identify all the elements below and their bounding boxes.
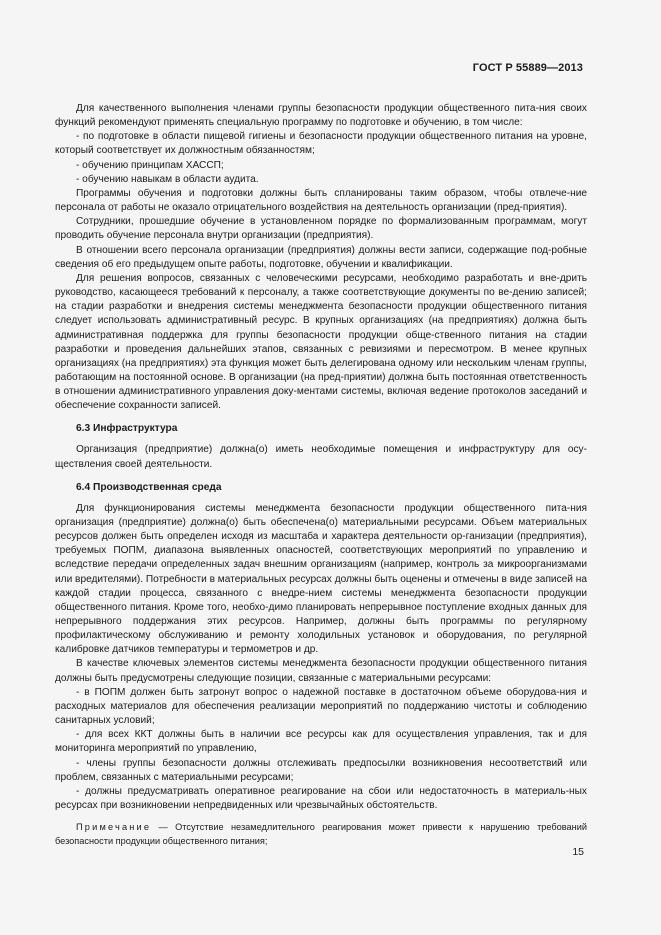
list-item: - по подготовке в области пищевой гигиены и безопасности продукции общественного питания на уровне, который соответствует их должностным обязанностям; bbox=[55, 131, 587, 157]
paragraph: В качестве ключевых элементов системы менеджмента безопасности продукции общественного питания должны быть предусмотрены следующие позиции, связанные с материальными ресурсами: bbox=[55, 658, 587, 684]
list-item: - должны предусматривать оперативное реагирование на сбои или недостаточность в материаль-ных ресурсах при возникновении непредвиденных или чрезвычайных обстоятельств. bbox=[55, 785, 587, 812]
standard-code: ГОСТ Р 55889—2013 bbox=[472, 62, 583, 74]
list-item: - обучению принципам ХАССП; bbox=[76, 159, 224, 171]
paragraph: Сотрудники, прошедшие обучение в установленном порядке по формализованным программам, могут проводить обучение персонала внутри организации (предприятия). bbox=[55, 216, 587, 242]
document-body bbox=[55, 102, 587, 848]
list-item: - в ПОПМ должен быть затронут вопрос о надежной поставке в достаточном объеме оборудова-ния и расходных материалов для обеспечения реализации мероприятий по поддержанию чистоты и соблюдению санитарных условий; bbox=[55, 686, 587, 727]
paragraph: Для функционирования системы менеджмента безопасности продукции общественного пита-ния организация (предприятие) должна(о) быть обеспечена(о) материальными ресурсами. Объем материальных ресурсов должен быть определен исходя из масштаба и характера деятельности ор-ганизации (предприятия), требуемых ПОПМ, диапазона выявленных опасностей, соответствующих мероприятий по управлению и вследствие передачи определенных задач внешним организациям (например, контроль за микроорганизмами или вредителями). Потребности в материальных ресурсах должны быть оценены и отмечены в виде записей на каждой стадии процесса, связанного с внедре-нием системы менеджмента безопасности продукции общественного питания. Кроме того, необхо-димо планировать непрерывное поступление входных данных для непрерывного поддержания этих ресурсов. Например, должны быть программы по регулярному профилактическому обслуживанию и ремонту холодильных установок и оборудования, по регулярной калибровке датчиков температуры и термометров и др. bbox=[55, 502, 587, 656]
list-item: - члены группы безопасности должны отслеживать предпосылки возникновения несоответствий или проблем, связанных с материальными ресурсами; bbox=[55, 757, 587, 783]
paragraph: Программы обучения и подготовки должны быть спланированы таким образом, чтобы отвлече-ние персонала от работы не оказало отрицательного воздействия на деятельность организации (пред-приятия). bbox=[55, 187, 587, 214]
paragraph: Для решения вопросов, связанных с человеческими ресурсами, необходимо разработать и вне-дрить руководство, касающееся требований к персоналу, а также соответствующие документы по ве-дению записей; на стадии разработки и внедрения системы менеджмента безопасности продукции общественного питания следует использовать административный ресурс. В крупных организациях (на предприятиях) должна быть административная поддержка для группы безопасности продукции обще-ственного питания на стадии разработки и проведения дальнейших этапов, связанных с ревизиями и пересмотром. В менее крупных организациях (на предприятиях) эта функция может быть делегирована одному или нескольким членам группы, работающим на постоянной основе. В организации (на пред-приятии) должна быть постоянная ответственность в отношении административного управления доку-ментами системы, включая ведение протоколов заседаний и обеспечение сохранности записей. bbox=[55, 272, 587, 412]
note bbox=[55, 821, 587, 848]
page-number: 15 bbox=[572, 846, 584, 858]
list-item: - обучению навыкам в области аудита. bbox=[76, 173, 259, 185]
section-heading-infrastructure: 6.3 Инфраструктура bbox=[76, 423, 178, 435]
list-item: - для всех ККТ должны быть в наличии все ресурсы как для осуществления управления, так и для мониторинга мероприятий по управлению, bbox=[55, 729, 587, 755]
section-heading-work-environment: 6.4 Производственная среда bbox=[76, 481, 222, 493]
paragraph: Организация (предприятие) должна(о) иметь необходимые помещения и инфраструктуру для осу-ществления своей деятельности. bbox=[55, 444, 587, 470]
note-label: Примечание bbox=[76, 822, 152, 833]
note-text: — Отсутствие незамедлительного реагирования может привести к нарушению требований безопасности продукции общественного питания; bbox=[55, 822, 587, 846]
paragraph: В отношении всего персонала организации (предприятия) должны вести записи, содержащие под-робные сведения об его предыдущем опыте работы, подготовке, обучении и квалификации. bbox=[55, 244, 587, 270]
paragraph: Для качественного выполнения членами группы безопасности продукции общественного пита-ния своих функций рекомендуют применять специальную программу по подготовке и обучению, в том числе: bbox=[55, 103, 587, 129]
